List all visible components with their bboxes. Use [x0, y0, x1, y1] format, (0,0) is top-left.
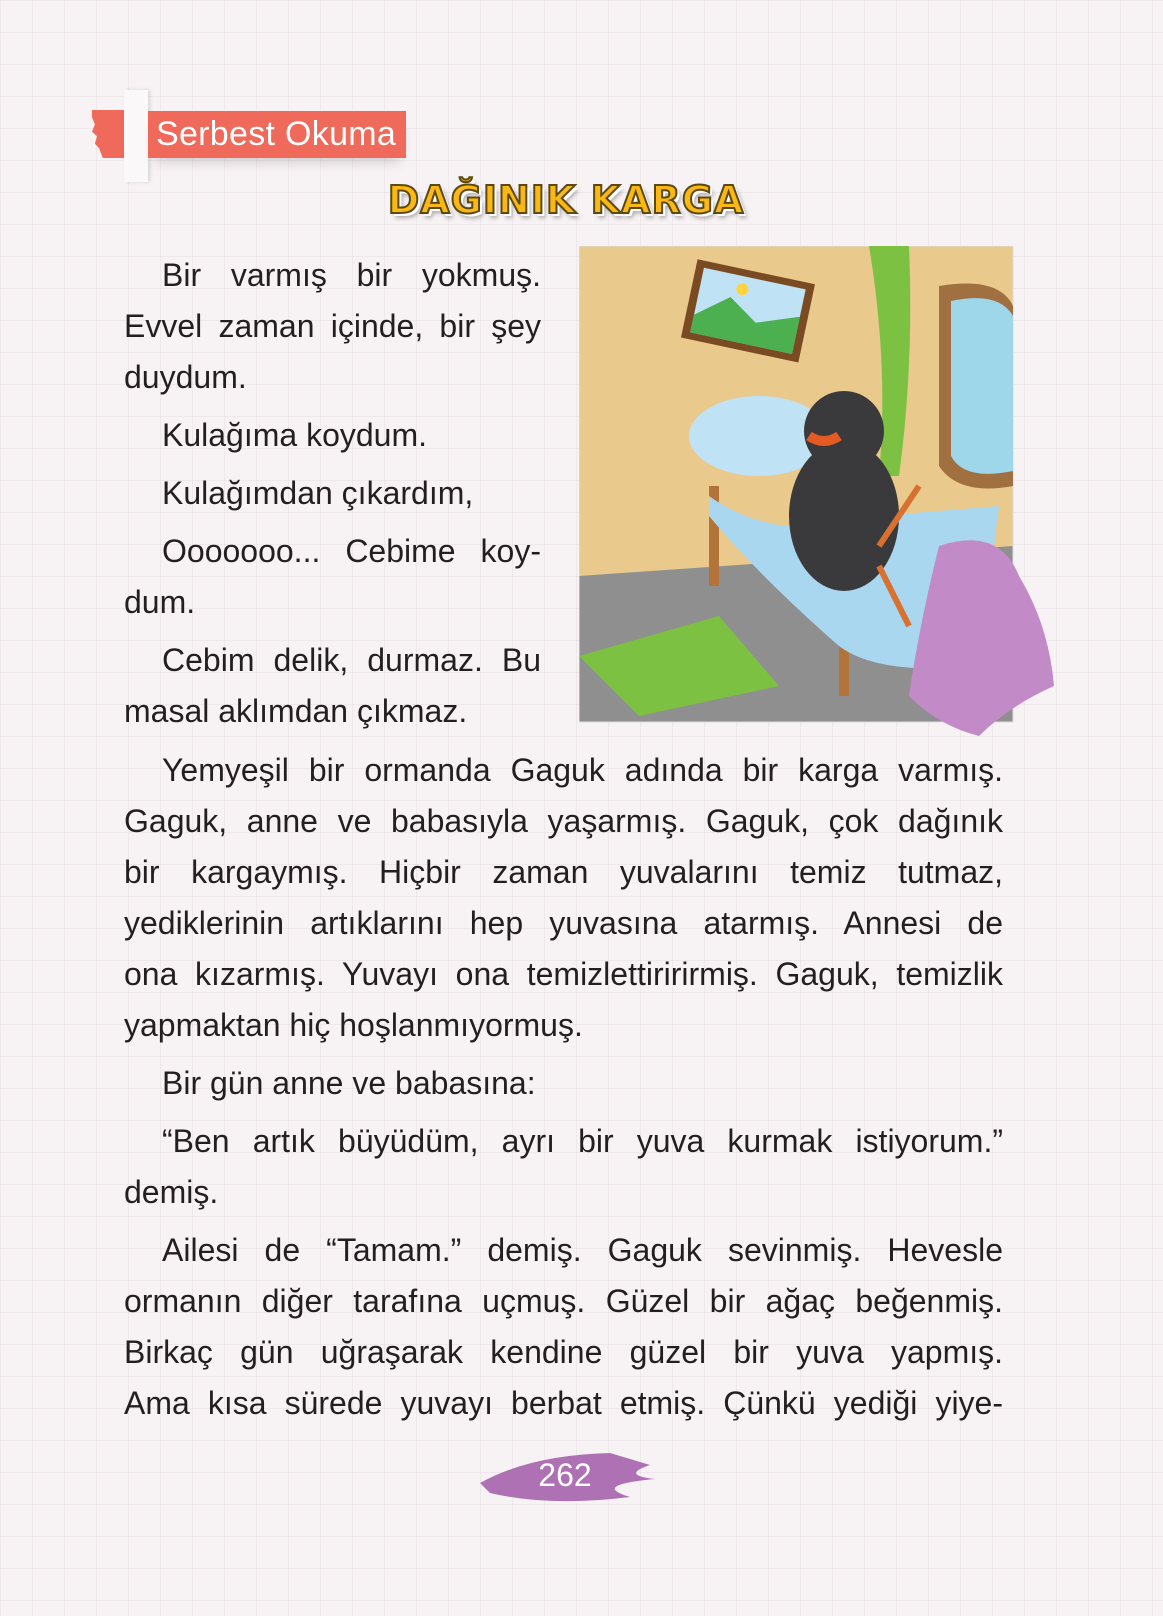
section-label: Serbest Okuma — [148, 111, 406, 158]
text-line: Ailesi de “Tamam.” demiş. Gaguk sevinmiş. Hevesle — [162, 1232, 1003, 1268]
paragraph — [124, 745, 1003, 1051]
paragraph — [124, 468, 541, 519]
crow-in-bed-illustration — [579, 246, 1059, 746]
paragraph — [124, 410, 541, 461]
intro-text — [124, 250, 541, 744]
text-line: yediklerinin artıklarını hep yuvasına atarmış. Annesi de — [124, 905, 1003, 941]
text-line: masal aklımdan çıkmaz. — [124, 693, 468, 729]
text-line: Bir gün anne ve babasına: — [162, 1065, 536, 1101]
window — [939, 284, 1013, 489]
ribbon-tail — [92, 110, 128, 158]
text-line: Gaguk, anne ve babasıyla yaşarmış. Gaguk, çok dağınık — [124, 803, 1003, 839]
text-line: demiş. — [124, 1174, 219, 1210]
ribbon-fold — [124, 90, 148, 182]
paragraph — [124, 250, 541, 403]
text-line: Kulağıma koydum. — [162, 417, 428, 453]
paragraph — [124, 635, 541, 737]
text-line: dum. — [124, 584, 196, 620]
page-number: 262 — [538, 1457, 592, 1493]
text-line: Bir varmış bir yokmuş. — [162, 257, 541, 293]
paragraph — [124, 1058, 1003, 1109]
page-number-badge — [470, 1445, 660, 1505]
paragraph — [124, 1116, 1003, 1218]
text-line: ormanın diğer tarafına uçmuş. Güzel bir ağaç beğenmiş. — [124, 1283, 1003, 1319]
text-line: Kulağımdan çıkardım, — [162, 475, 474, 511]
text-line: Ooooooo... Cebime koy- — [162, 533, 541, 569]
text-line: Ama kısa sürede yuvayı berbat etmiş. Çünkü yediği yiye- — [124, 1385, 1003, 1421]
story-title: DAĞINIK KARGA — [387, 178, 745, 222]
paragraph — [124, 526, 541, 628]
text-line: ona kızarmış. Yuvayı ona temizlettiririrmiş. Gaguk, temizlik — [124, 956, 1003, 992]
text-line: Cebim delik, durmaz. Bu — [162, 642, 541, 678]
text-line: duydum. — [124, 359, 247, 395]
text-line: Birkaç gün uğraşarak kendine güzel bir yuva yapmış. — [124, 1334, 1003, 1370]
text-line: yapmaktan hiç hoşlanmıyormuş. — [124, 1007, 583, 1043]
text-line: Evvel zaman içinde, bir şey — [124, 308, 541, 344]
story-text — [124, 745, 1003, 1436]
text-line: “Ben artık büyüdüm, ayrı bir yuva kurmak istiyorum.” — [162, 1123, 1003, 1159]
text-line: bir kargaymış. Hiçbir zaman yuvalarını temiz tutmaz, — [124, 854, 1003, 890]
paragraph — [124, 1225, 1003, 1429]
text-line: Yemyeşil bir ormanda Gaguk adında bir karga varmış. — [162, 752, 1003, 788]
